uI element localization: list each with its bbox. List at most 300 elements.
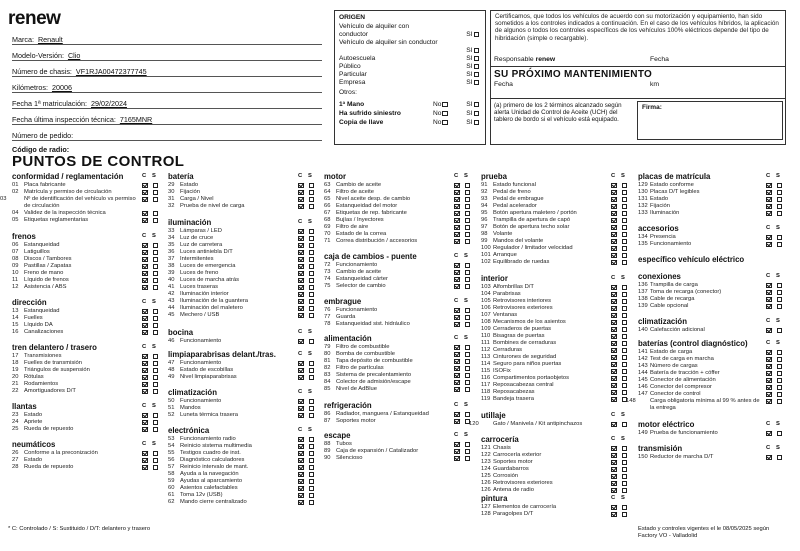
replaced-checkbox[interactable]	[309, 264, 315, 270]
controlled-checkbox[interactable]	[142, 451, 148, 457]
replaced-checkbox[interactable]	[153, 316, 159, 322]
replaced-checkbox[interactable]	[777, 357, 783, 363]
replaced-checkbox[interactable]	[622, 383, 628, 389]
controlled-checkbox[interactable]	[454, 359, 460, 365]
replaced-checkbox[interactable]	[309, 465, 315, 471]
replaced-checkbox[interactable]	[777, 183, 783, 189]
replaced-checkbox[interactable]	[153, 375, 159, 381]
replaced-checkbox[interactable]	[309, 278, 315, 284]
replaced-checkbox[interactable]	[777, 297, 783, 303]
controlled-checkbox[interactable]	[142, 190, 148, 196]
replaced-checkbox[interactable]	[622, 292, 628, 298]
replaced-checkbox[interactable]	[309, 406, 315, 412]
controlled-checkbox[interactable]	[298, 413, 304, 419]
replaced-checkbox[interactable]	[309, 229, 315, 235]
controlled-checkbox[interactable]	[611, 292, 617, 298]
controlled-checkbox[interactable]	[611, 446, 617, 452]
controlled-checkbox[interactable]	[298, 437, 304, 443]
controlled-checkbox[interactable]	[766, 211, 772, 217]
controlled-checkbox[interactable]	[298, 250, 304, 256]
controlled-checkbox[interactable]	[766, 350, 772, 356]
controlled-checkbox[interactable]	[611, 474, 617, 480]
replaced-checkbox[interactable]	[153, 451, 159, 457]
controlled-checkbox[interactable]	[298, 306, 304, 312]
controlled-checkbox[interactable]	[454, 419, 460, 425]
replaced-checkbox[interactable]	[777, 371, 783, 377]
replaced-checkbox[interactable]	[777, 378, 783, 384]
controlled-checkbox[interactable]	[454, 232, 460, 238]
replaced-checkbox[interactable]	[777, 235, 783, 241]
controlled-checkbox[interactable]	[142, 413, 148, 419]
replaced-checkbox[interactable]	[622, 481, 628, 487]
controlled-checkbox[interactable]	[454, 218, 460, 224]
controlled-checkbox[interactable]	[611, 422, 617, 428]
controlled-checkbox[interactable]	[454, 387, 460, 393]
controlled-checkbox[interactable]	[298, 368, 304, 374]
controlled-checkbox[interactable]	[611, 285, 617, 291]
replaced-checkbox[interactable]	[465, 270, 471, 276]
controlled-checkbox[interactable]	[766, 283, 772, 289]
controlled-checkbox[interactable]	[611, 232, 617, 238]
controlled-checkbox[interactable]	[298, 406, 304, 412]
controlled-checkbox[interactable]	[298, 299, 304, 305]
controlled-checkbox[interactable]	[454, 263, 460, 269]
replaced-checkbox[interactable]	[622, 285, 628, 291]
replaced-checkbox[interactable]	[309, 236, 315, 242]
replaced-checkbox[interactable]	[465, 190, 471, 196]
controlled-checkbox[interactable]	[298, 458, 304, 464]
controlled-checkbox[interactable]	[298, 292, 304, 298]
replaced-checkbox[interactable]	[622, 260, 628, 266]
replaced-checkbox[interactable]	[465, 277, 471, 283]
controlled-checkbox[interactable]	[766, 197, 772, 203]
controlled-checkbox[interactable]	[611, 488, 617, 494]
replaced-checkbox[interactable]	[465, 284, 471, 290]
controlled-checkbox[interactable]	[142, 361, 148, 367]
replaced-checkbox[interactable]	[465, 352, 471, 358]
controlled-checkbox[interactable]	[298, 375, 304, 381]
controlled-checkbox[interactable]	[454, 449, 460, 455]
controlled-checkbox[interactable]	[454, 352, 460, 358]
controlled-checkbox[interactable]	[454, 190, 460, 196]
replaced-checkbox[interactable]	[309, 451, 315, 457]
replaced-checkbox[interactable]	[777, 364, 783, 370]
controlled-checkbox[interactable]	[766, 399, 772, 405]
controlled-checkbox[interactable]	[766, 378, 772, 384]
replaced-checkbox[interactable]	[622, 467, 628, 473]
controlled-checkbox[interactable]	[611, 320, 617, 326]
controlled-checkbox[interactable]	[454, 204, 460, 210]
replaced-checkbox[interactable]	[777, 431, 783, 437]
controlled-checkbox[interactable]	[142, 243, 148, 249]
replaced-checkbox[interactable]	[777, 328, 783, 334]
replaced-checkbox[interactable]	[309, 500, 315, 506]
si-checkbox[interactable]	[474, 64, 480, 70]
replaced-checkbox[interactable]	[622, 369, 628, 375]
replaced-checkbox[interactable]	[465, 183, 471, 189]
replaced-checkbox[interactable]	[622, 512, 628, 518]
controlled-checkbox[interactable]	[611, 204, 617, 210]
controlled-checkbox[interactable]	[611, 334, 617, 340]
controlled-checkbox[interactable]	[766, 304, 772, 310]
controlled-checkbox[interactable]	[142, 264, 148, 270]
replaced-checkbox[interactable]	[465, 449, 471, 455]
controlled-checkbox[interactable]	[611, 253, 617, 259]
replaced-checkbox[interactable]	[622, 253, 628, 259]
controlled-checkbox[interactable]	[298, 183, 304, 189]
replaced-checkbox[interactable]	[777, 399, 783, 405]
controlled-checkbox[interactable]	[766, 183, 772, 189]
controlled-checkbox[interactable]	[298, 204, 304, 210]
controlled-checkbox[interactable]	[766, 385, 772, 391]
replaced-checkbox[interactable]	[153, 278, 159, 284]
controlled-checkbox[interactable]	[142, 285, 148, 291]
si-checkbox[interactable]	[474, 48, 480, 54]
controlled-checkbox[interactable]	[611, 397, 617, 403]
replaced-checkbox[interactable]	[465, 232, 471, 238]
controlled-checkbox[interactable]	[766, 190, 772, 196]
replaced-checkbox[interactable]	[622, 211, 628, 217]
controlled-checkbox[interactable]	[611, 246, 617, 252]
controlled-checkbox[interactable]	[454, 239, 460, 245]
controlled-checkbox[interactable]	[298, 243, 304, 249]
replaced-checkbox[interactable]	[309, 361, 315, 367]
no-checkbox[interactable]	[442, 102, 448, 108]
replaced-checkbox[interactable]	[622, 190, 628, 196]
controlled-checkbox[interactable]	[611, 313, 617, 319]
replaced-checkbox[interactable]	[153, 389, 159, 395]
replaced-checkbox[interactable]	[622, 362, 628, 368]
replaced-checkbox[interactable]	[622, 197, 628, 203]
controlled-checkbox[interactable]	[766, 328, 772, 334]
controlled-checkbox[interactable]	[298, 229, 304, 235]
replaced-checkbox[interactable]	[309, 299, 315, 305]
replaced-checkbox[interactable]	[465, 211, 471, 217]
replaced-checkbox[interactable]	[622, 313, 628, 319]
replaced-checkbox[interactable]	[622, 183, 628, 189]
controlled-checkbox[interactable]	[454, 412, 460, 418]
controlled-checkbox[interactable]	[766, 242, 772, 248]
replaced-checkbox[interactable]	[309, 479, 315, 485]
no-checkbox[interactable]	[442, 120, 448, 126]
controlled-checkbox[interactable]	[298, 257, 304, 263]
replaced-checkbox[interactable]	[309, 292, 315, 298]
controlled-checkbox[interactable]	[611, 467, 617, 473]
replaced-checkbox[interactable]	[309, 437, 315, 443]
replaced-checkbox[interactable]	[622, 505, 628, 511]
controlled-checkbox[interactable]	[611, 225, 617, 231]
controlled-checkbox[interactable]	[298, 486, 304, 492]
controlled-checkbox[interactable]	[611, 190, 617, 196]
controlled-checkbox[interactable]	[298, 500, 304, 506]
replaced-checkbox[interactable]	[622, 327, 628, 333]
replaced-checkbox[interactable]	[465, 373, 471, 379]
replaced-checkbox[interactable]	[465, 345, 471, 351]
controlled-checkbox[interactable]	[298, 313, 304, 319]
controlled-checkbox[interactable]	[142, 271, 148, 277]
replaced-checkbox[interactable]	[622, 320, 628, 326]
replaced-checkbox[interactable]	[153, 323, 159, 329]
controlled-checkbox[interactable]	[766, 431, 772, 437]
controlled-checkbox[interactable]	[298, 264, 304, 270]
replaced-checkbox[interactable]	[153, 243, 159, 249]
replaced-checkbox[interactable]	[309, 399, 315, 405]
controlled-checkbox[interactable]	[142, 316, 148, 322]
replaced-checkbox[interactable]	[153, 218, 159, 224]
replaced-checkbox[interactable]	[622, 232, 628, 238]
controlled-checkbox[interactable]	[611, 362, 617, 368]
controlled-checkbox[interactable]	[611, 376, 617, 382]
controlled-checkbox[interactable]	[142, 309, 148, 315]
replaced-checkbox[interactable]	[777, 455, 783, 461]
controlled-checkbox[interactable]	[142, 354, 148, 360]
replaced-checkbox[interactable]	[622, 376, 628, 382]
controlled-checkbox[interactable]	[142, 218, 148, 224]
si-checkbox[interactable]	[474, 80, 480, 86]
replaced-checkbox[interactable]	[309, 339, 315, 345]
controlled-checkbox[interactable]	[611, 218, 617, 224]
controlled-checkbox[interactable]	[611, 383, 617, 389]
controlled-checkbox[interactable]	[142, 368, 148, 374]
replaced-checkbox[interactable]	[309, 190, 315, 196]
replaced-checkbox[interactable]	[153, 264, 159, 270]
replaced-checkbox[interactable]	[622, 422, 628, 428]
replaced-checkbox[interactable]	[153, 458, 159, 464]
controlled-checkbox[interactable]	[454, 197, 460, 203]
replaced-checkbox[interactable]	[153, 420, 159, 426]
controlled-checkbox[interactable]	[142, 389, 148, 395]
replaced-checkbox[interactable]	[309, 413, 315, 419]
replaced-checkbox[interactable]	[309, 375, 315, 381]
controlled-checkbox[interactable]	[298, 278, 304, 284]
controlled-checkbox[interactable]	[454, 456, 460, 462]
replaced-checkbox[interactable]	[622, 246, 628, 252]
replaced-checkbox[interactable]	[622, 355, 628, 361]
controlled-checkbox[interactable]	[298, 190, 304, 196]
controlled-checkbox[interactable]	[298, 465, 304, 471]
replaced-checkbox[interactable]	[622, 204, 628, 210]
controlled-checkbox[interactable]	[298, 399, 304, 405]
replaced-checkbox[interactable]	[777, 290, 783, 296]
controlled-checkbox[interactable]	[142, 427, 148, 433]
replaced-checkbox[interactable]	[465, 366, 471, 372]
replaced-checkbox[interactable]	[465, 359, 471, 365]
controlled-checkbox[interactable]	[611, 369, 617, 375]
controlled-checkbox[interactable]	[611, 327, 617, 333]
replaced-checkbox[interactable]	[309, 368, 315, 374]
replaced-checkbox[interactable]	[777, 385, 783, 391]
controlled-checkbox[interactable]	[454, 284, 460, 290]
controlled-checkbox[interactable]	[611, 512, 617, 518]
replaced-checkbox[interactable]	[777, 197, 783, 203]
controlled-checkbox[interactable]	[142, 382, 148, 388]
si-checkbox[interactable]	[474, 102, 480, 108]
controlled-checkbox[interactable]	[611, 348, 617, 354]
replaced-checkbox[interactable]	[622, 460, 628, 466]
controlled-checkbox[interactable]	[611, 481, 617, 487]
replaced-checkbox[interactable]	[153, 183, 159, 189]
replaced-checkbox[interactable]	[622, 453, 628, 459]
replaced-checkbox[interactable]	[309, 204, 315, 210]
replaced-checkbox[interactable]	[465, 263, 471, 269]
replaced-checkbox[interactable]	[777, 283, 783, 289]
controlled-checkbox[interactable]	[766, 297, 772, 303]
controlled-checkbox[interactable]	[611, 355, 617, 361]
controlled-checkbox[interactable]	[611, 341, 617, 347]
replaced-checkbox[interactable]	[153, 361, 159, 367]
replaced-checkbox[interactable]	[622, 306, 628, 312]
replaced-checkbox[interactable]	[309, 493, 315, 499]
replaced-checkbox[interactable]	[465, 204, 471, 210]
controlled-checkbox[interactable]	[298, 479, 304, 485]
controlled-checkbox[interactable]	[142, 323, 148, 329]
controlled-checkbox[interactable]	[611, 197, 617, 203]
controlled-checkbox[interactable]	[611, 299, 617, 305]
replaced-checkbox[interactable]	[153, 257, 159, 263]
controlled-checkbox[interactable]	[142, 183, 148, 189]
replaced-checkbox[interactable]	[465, 322, 471, 328]
controlled-checkbox[interactable]	[766, 392, 772, 398]
controlled-checkbox[interactable]	[298, 472, 304, 478]
controlled-checkbox[interactable]	[298, 493, 304, 499]
controlled-checkbox[interactable]	[298, 271, 304, 277]
replaced-checkbox[interactable]	[153, 413, 159, 419]
controlled-checkbox[interactable]	[142, 257, 148, 263]
controlled-checkbox[interactable]	[142, 197, 148, 203]
replaced-checkbox[interactable]	[309, 313, 315, 319]
controlled-checkbox[interactable]	[142, 458, 148, 464]
replaced-checkbox[interactable]	[153, 465, 159, 471]
replaced-checkbox[interactable]	[153, 211, 159, 217]
replaced-checkbox[interactable]	[309, 458, 315, 464]
controlled-checkbox[interactable]	[611, 183, 617, 189]
controlled-checkbox[interactable]	[142, 250, 148, 256]
controlled-checkbox[interactable]	[766, 204, 772, 210]
replaced-checkbox[interactable]	[309, 257, 315, 263]
controlled-checkbox[interactable]	[766, 235, 772, 241]
replaced-checkbox[interactable]	[777, 190, 783, 196]
controlled-checkbox[interactable]	[298, 451, 304, 457]
replaced-checkbox[interactable]	[153, 271, 159, 277]
replaced-checkbox[interactable]	[465, 218, 471, 224]
replaced-checkbox[interactable]	[465, 197, 471, 203]
replaced-checkbox[interactable]	[153, 250, 159, 256]
controlled-checkbox[interactable]	[454, 211, 460, 217]
replaced-checkbox[interactable]	[777, 242, 783, 248]
replaced-checkbox[interactable]	[777, 392, 783, 398]
replaced-checkbox[interactable]	[153, 285, 159, 291]
controlled-checkbox[interactable]	[454, 183, 460, 189]
replaced-checkbox[interactable]	[465, 308, 471, 314]
replaced-checkbox[interactable]	[465, 387, 471, 393]
replaced-checkbox[interactable]	[622, 225, 628, 231]
controlled-checkbox[interactable]	[454, 225, 460, 231]
controlled-checkbox[interactable]	[142, 420, 148, 426]
controlled-checkbox[interactable]	[454, 308, 460, 314]
replaced-checkbox[interactable]	[622, 474, 628, 480]
replaced-checkbox[interactable]	[153, 330, 159, 336]
controlled-checkbox[interactable]	[611, 460, 617, 466]
controlled-checkbox[interactable]	[454, 322, 460, 328]
replaced-checkbox[interactable]	[309, 285, 315, 291]
controlled-checkbox[interactable]	[611, 211, 617, 217]
controlled-checkbox[interactable]	[766, 455, 772, 461]
replaced-checkbox[interactable]	[465, 442, 471, 448]
replaced-checkbox[interactable]	[153, 309, 159, 315]
controlled-checkbox[interactable]	[766, 357, 772, 363]
controlled-checkbox[interactable]	[766, 290, 772, 296]
si-checkbox[interactable]	[474, 120, 480, 126]
replaced-checkbox[interactable]	[309, 271, 315, 277]
controlled-checkbox[interactable]	[611, 390, 617, 396]
replaced-checkbox[interactable]	[777, 350, 783, 356]
controlled-checkbox[interactable]	[454, 315, 460, 321]
replaced-checkbox[interactable]	[309, 306, 315, 312]
replaced-checkbox[interactable]	[153, 197, 159, 203]
replaced-checkbox[interactable]	[309, 250, 315, 256]
controlled-checkbox[interactable]	[766, 371, 772, 377]
replaced-checkbox[interactable]	[465, 315, 471, 321]
replaced-checkbox[interactable]	[622, 334, 628, 340]
replaced-checkbox[interactable]	[465, 456, 471, 462]
si-checkbox[interactable]	[474, 111, 480, 117]
controlled-checkbox[interactable]	[611, 260, 617, 266]
controlled-checkbox[interactable]	[611, 239, 617, 245]
controlled-checkbox[interactable]	[454, 345, 460, 351]
replaced-checkbox[interactable]	[622, 299, 628, 305]
controlled-checkbox[interactable]	[454, 366, 460, 372]
replaced-checkbox[interactable]	[309, 486, 315, 492]
replaced-checkbox[interactable]	[309, 197, 315, 203]
controlled-checkbox[interactable]	[142, 278, 148, 284]
controlled-checkbox[interactable]	[454, 277, 460, 283]
replaced-checkbox[interactable]	[465, 239, 471, 245]
si-checkbox[interactable]	[474, 72, 480, 78]
controlled-checkbox[interactable]	[142, 375, 148, 381]
replaced-checkbox[interactable]	[153, 427, 159, 433]
controlled-checkbox[interactable]	[298, 236, 304, 242]
replaced-checkbox[interactable]	[465, 412, 471, 418]
replaced-checkbox[interactable]	[153, 382, 159, 388]
controlled-checkbox[interactable]	[298, 444, 304, 450]
controlled-checkbox[interactable]	[454, 380, 460, 386]
controlled-checkbox[interactable]	[298, 339, 304, 345]
controlled-checkbox[interactable]	[454, 373, 460, 379]
replaced-checkbox[interactable]	[622, 348, 628, 354]
controlled-checkbox[interactable]	[611, 505, 617, 511]
no-checkbox[interactable]	[442, 111, 448, 117]
replaced-checkbox[interactable]	[777, 211, 783, 217]
controlled-checkbox[interactable]	[611, 306, 617, 312]
replaced-checkbox[interactable]	[309, 472, 315, 478]
controlled-checkbox[interactable]	[611, 453, 617, 459]
replaced-checkbox[interactable]	[309, 243, 315, 249]
si-checkbox[interactable]	[474, 56, 480, 62]
replaced-checkbox[interactable]	[465, 380, 471, 386]
si-checkbox[interactable]	[474, 32, 480, 38]
replaced-checkbox[interactable]	[622, 239, 628, 245]
controlled-checkbox[interactable]	[142, 330, 148, 336]
replaced-checkbox[interactable]	[622, 341, 628, 347]
replaced-checkbox[interactable]	[153, 368, 159, 374]
replaced-checkbox[interactable]	[622, 446, 628, 452]
replaced-checkbox[interactable]	[465, 225, 471, 231]
replaced-checkbox[interactable]	[153, 190, 159, 196]
replaced-checkbox[interactable]	[153, 354, 159, 360]
controlled-checkbox[interactable]	[298, 285, 304, 291]
replaced-checkbox[interactable]	[309, 444, 315, 450]
controlled-checkbox[interactable]	[142, 465, 148, 471]
